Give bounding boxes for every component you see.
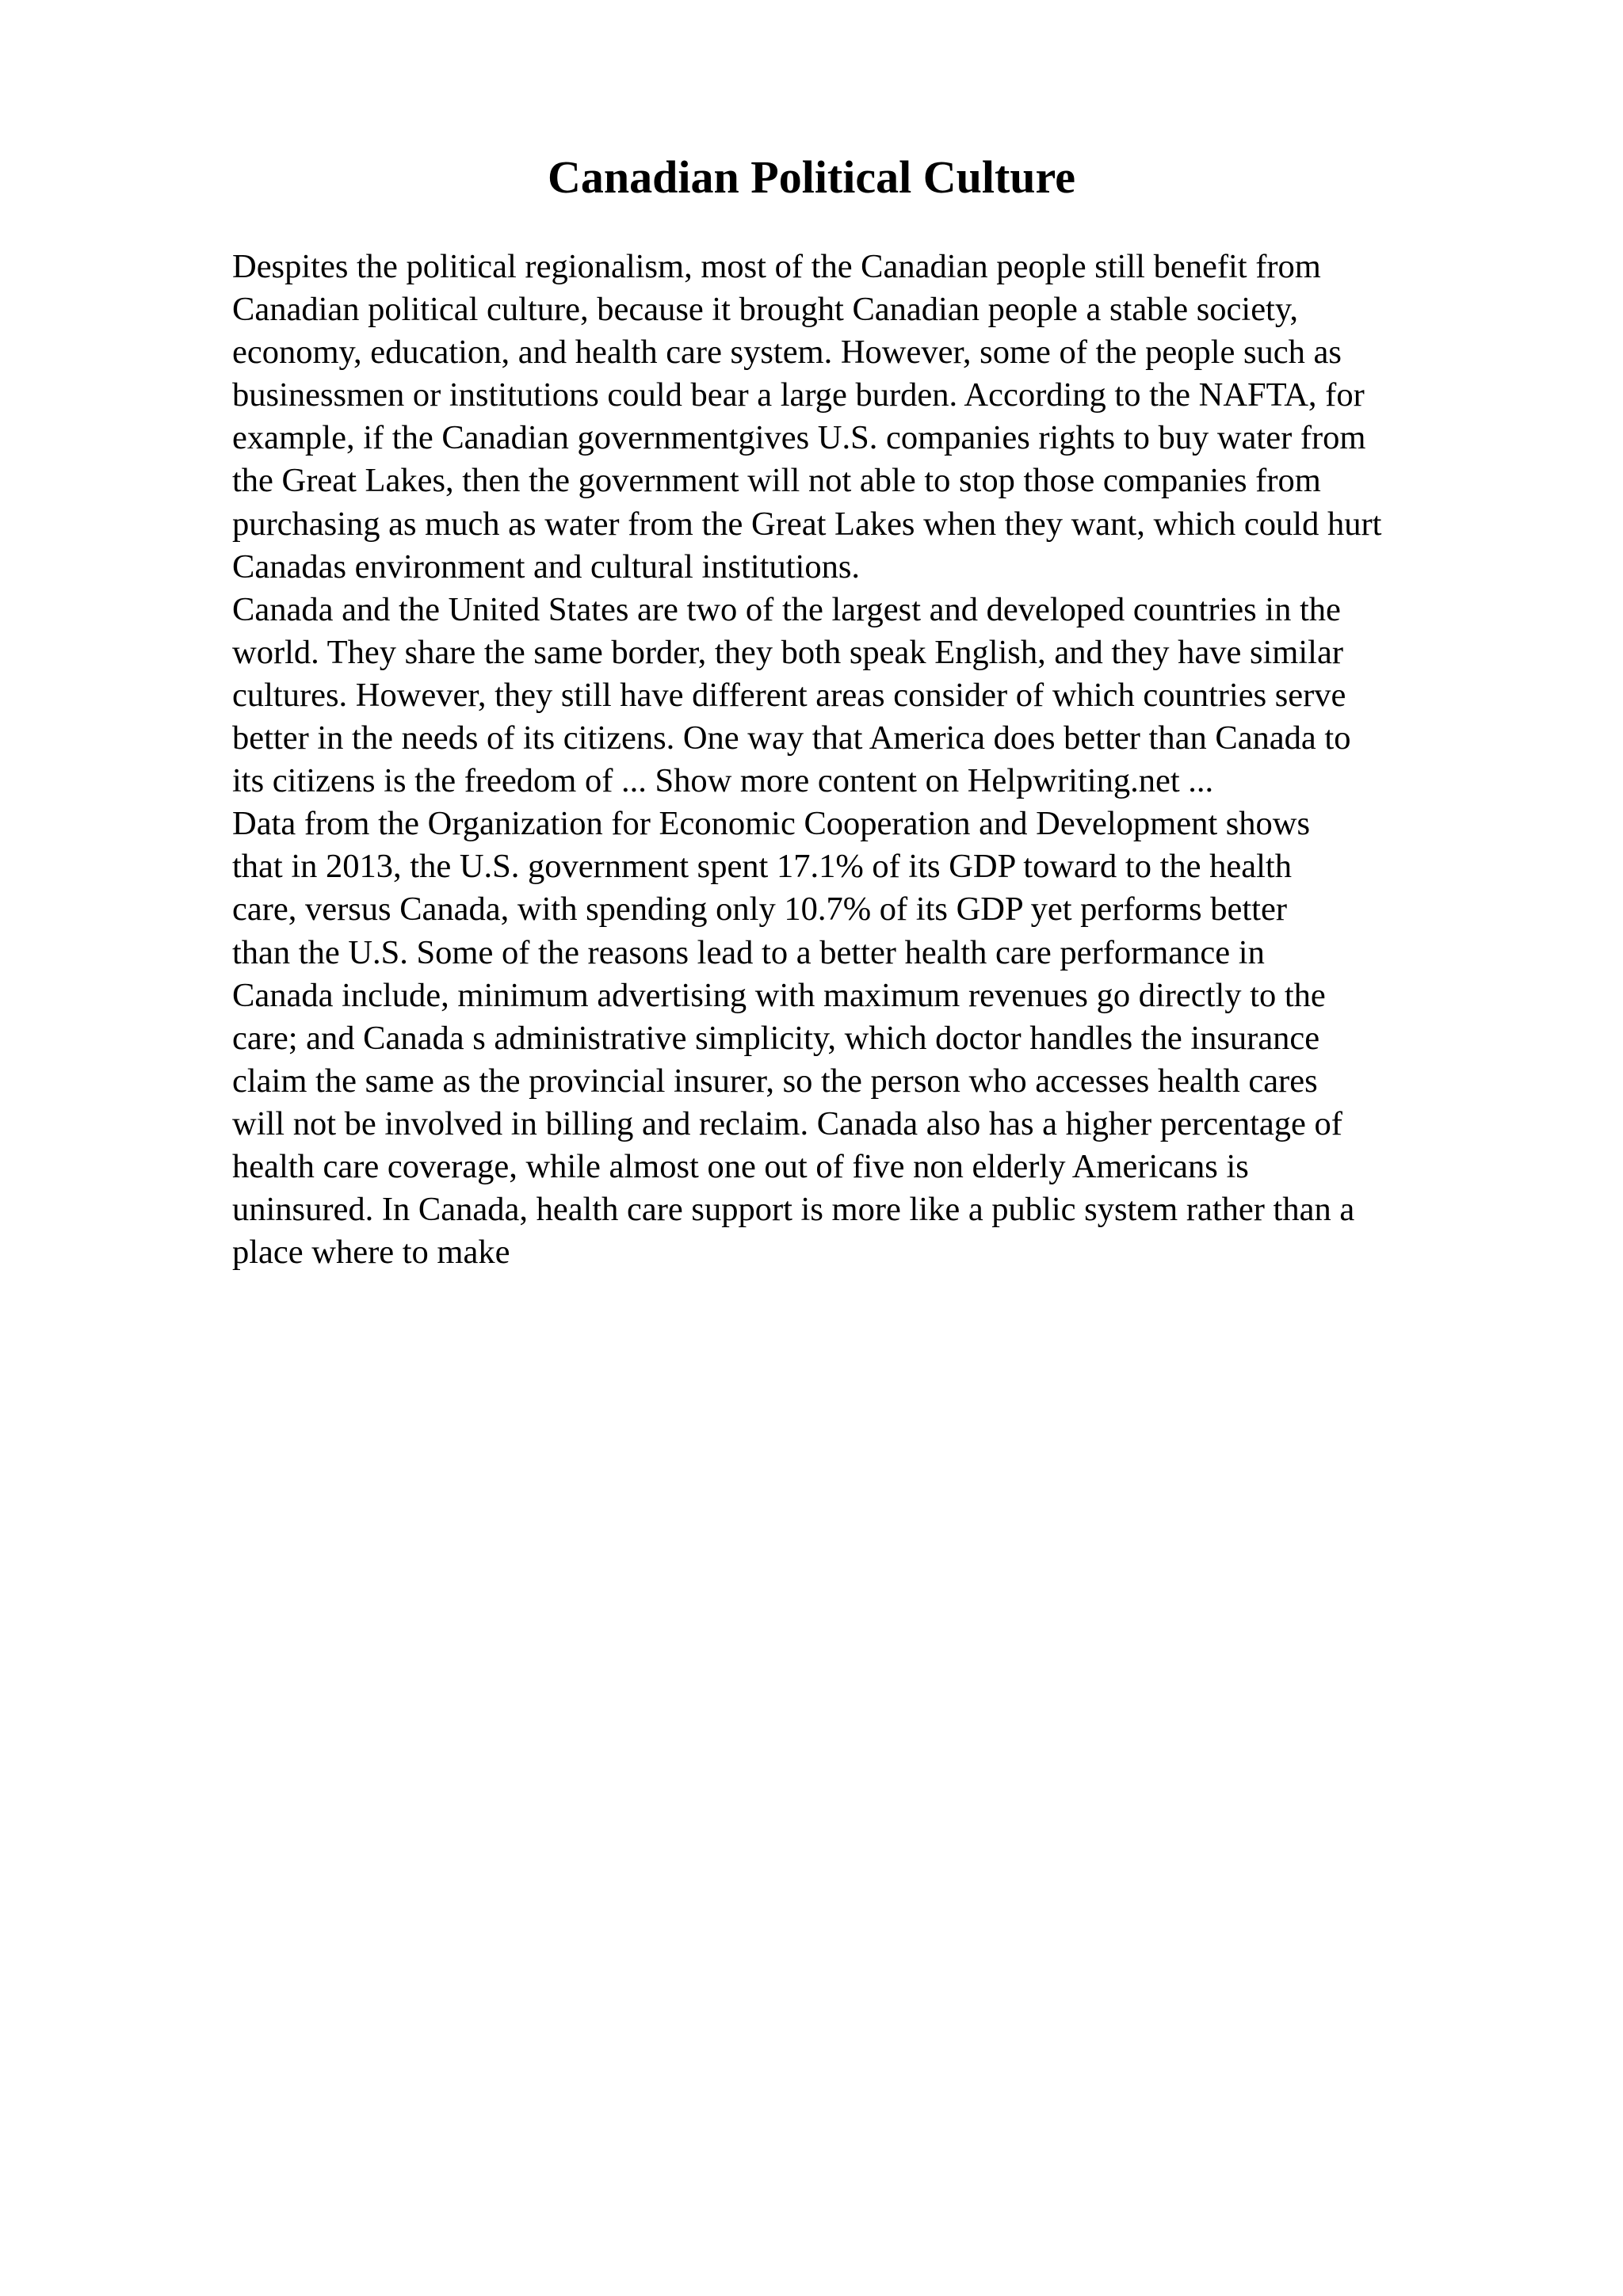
text-line: Canadas environment and cultural institutions. bbox=[232, 547, 860, 585]
text-line: health care coverage, while almost one out of five non elderly Americans is bbox=[232, 1147, 1249, 1185]
text-line: Canada include, minimum advertising with maximum revenues go directly to the bbox=[232, 976, 1326, 1014]
text-line: cultures. However, they still have different areas consider of which countries serve bbox=[232, 676, 1346, 714]
text-line: world. They share the same border, they both speak English, and they have similar bbox=[232, 633, 1344, 671]
text-line: Canada and the United States are two of the largest and developed countries in the bbox=[232, 590, 1341, 628]
text-line: uninsured. In Canada, health care support is more like a public system rather than a bbox=[232, 1191, 1355, 1229]
text-line: businessmen or institutions could bear a large burden. According to the NAFTA, for bbox=[232, 376, 1365, 414]
text-line: care; and Canada s administrative simplicity, which doctor handles the insurance bbox=[232, 1019, 1320, 1057]
text-line: than the U.S. Some of the reasons lead to a better health care performance in bbox=[232, 933, 1265, 971]
text-line: purchasing as much as water from the Great Lakes when they want, which could hurt bbox=[232, 505, 1382, 543]
text-line: Data from the Organization for Economic Cooperation and Development shows bbox=[232, 805, 1311, 843]
text-line: economy, education, and health care system. However, some of the people such as bbox=[232, 334, 1342, 372]
text-line: its citizens is the freedom of ... Show more content on Helpwriting.net ... bbox=[232, 762, 1214, 800]
text-line: will not be involved in billing and reclaim. Canada also has a higher percentage of bbox=[232, 1104, 1342, 1142]
text-line: example, if the Canadian governmentgives U.S. companies rights to buy water from bbox=[232, 419, 1366, 457]
text-line: Despites the political regionalism, most of the Canadian people still benefit from bbox=[232, 248, 1321, 285]
text-line: better in the needs of its citizens. One way that America does better than Canada to bbox=[232, 719, 1351, 757]
text-line: Canadian political culture, because it brought Canadian people a stable society, bbox=[232, 291, 1298, 329]
text-line: care, versus Canada, with spending only 10.7% of its GDP yet performs better bbox=[232, 891, 1287, 929]
text-line: that in 2013, the U.S. government spent 17.1% of its GDP toward to the health bbox=[232, 848, 1292, 886]
text-line: claim the same as the provincial insurer, so the person who accesses health cares bbox=[232, 1062, 1318, 1100]
text-line: the Great Lakes, then the government will not able to stop those companies from bbox=[232, 462, 1321, 500]
document-body bbox=[232, 246, 1516, 1274]
document-title: Canadian Political Culture bbox=[548, 151, 1075, 203]
text-line: place where to make bbox=[232, 1234, 510, 1272]
